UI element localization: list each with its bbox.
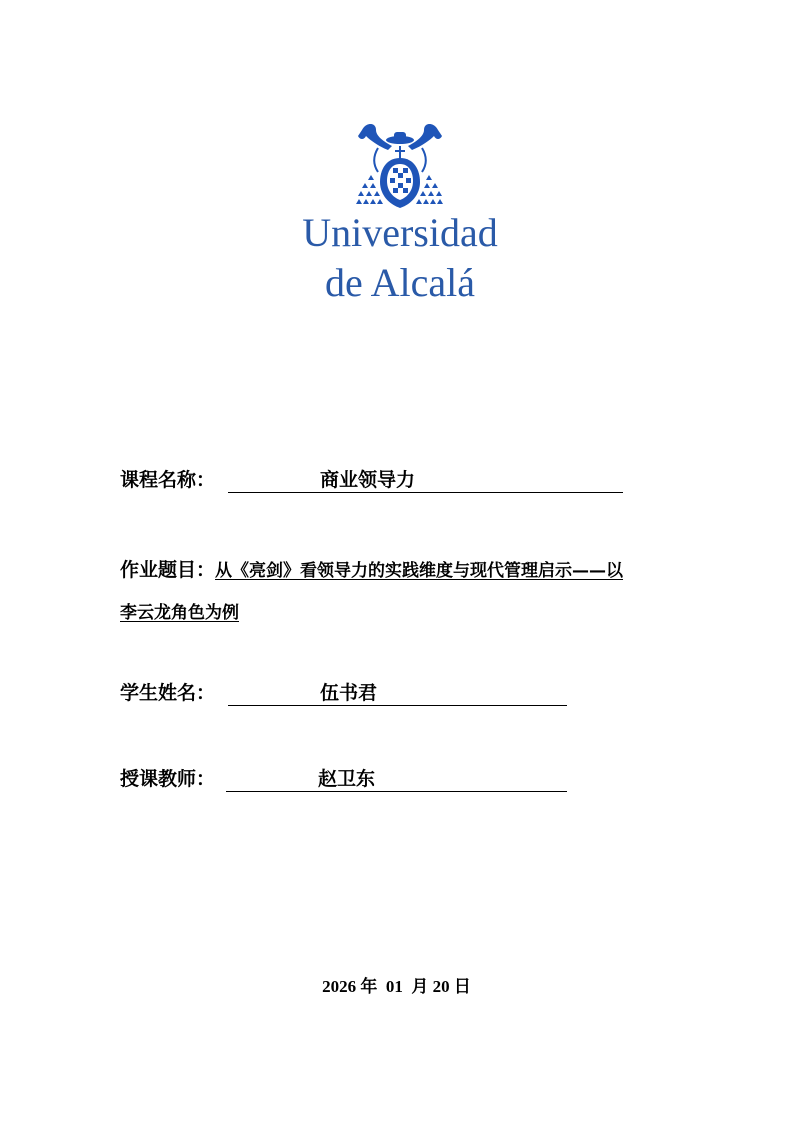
logo-text-de-alcala: de Alcalá: [325, 260, 475, 305]
student-value: 伍书君: [320, 682, 378, 704]
topic-value-line2: 李云龙角色为例: [120, 603, 239, 623]
topic-label: 作业题目：: [120, 559, 216, 581]
university-logo: [290, 118, 510, 313]
date-year: 2026: [322, 977, 357, 996]
date-month: 01: [385, 977, 403, 996]
date-day-unit: 日: [453, 977, 471, 997]
course-field: [120, 468, 630, 494]
course-label: 课程名称：: [120, 469, 216, 491]
date-day: 20: [432, 977, 450, 996]
logo-text-universidad: Universidad: [302, 210, 498, 255]
date-year-unit: 年: [360, 977, 378, 997]
topic-field: [120, 555, 623, 582]
teacher-field: [120, 767, 570, 793]
student-field: [120, 681, 570, 707]
course-underline: [228, 468, 623, 493]
topic-value-line1: 从《亮剑》看领导力的实践维度与现代管理启示——以: [215, 561, 624, 581]
student-underline: [228, 681, 567, 706]
course-value: 商业领导力: [320, 469, 416, 491]
student-label: 学生姓名：: [120, 682, 216, 704]
teacher-underline: [226, 767, 567, 792]
teacher-label: 授课教师：: [120, 768, 216, 790]
coat-of-arms-icon: [348, 120, 452, 216]
teacher-value: 赵卫东: [318, 768, 376, 790]
topic-value-line2-wrap: [120, 598, 275, 623]
date-month-unit: 月: [411, 977, 429, 997]
submission-date: [0, 972, 793, 997]
